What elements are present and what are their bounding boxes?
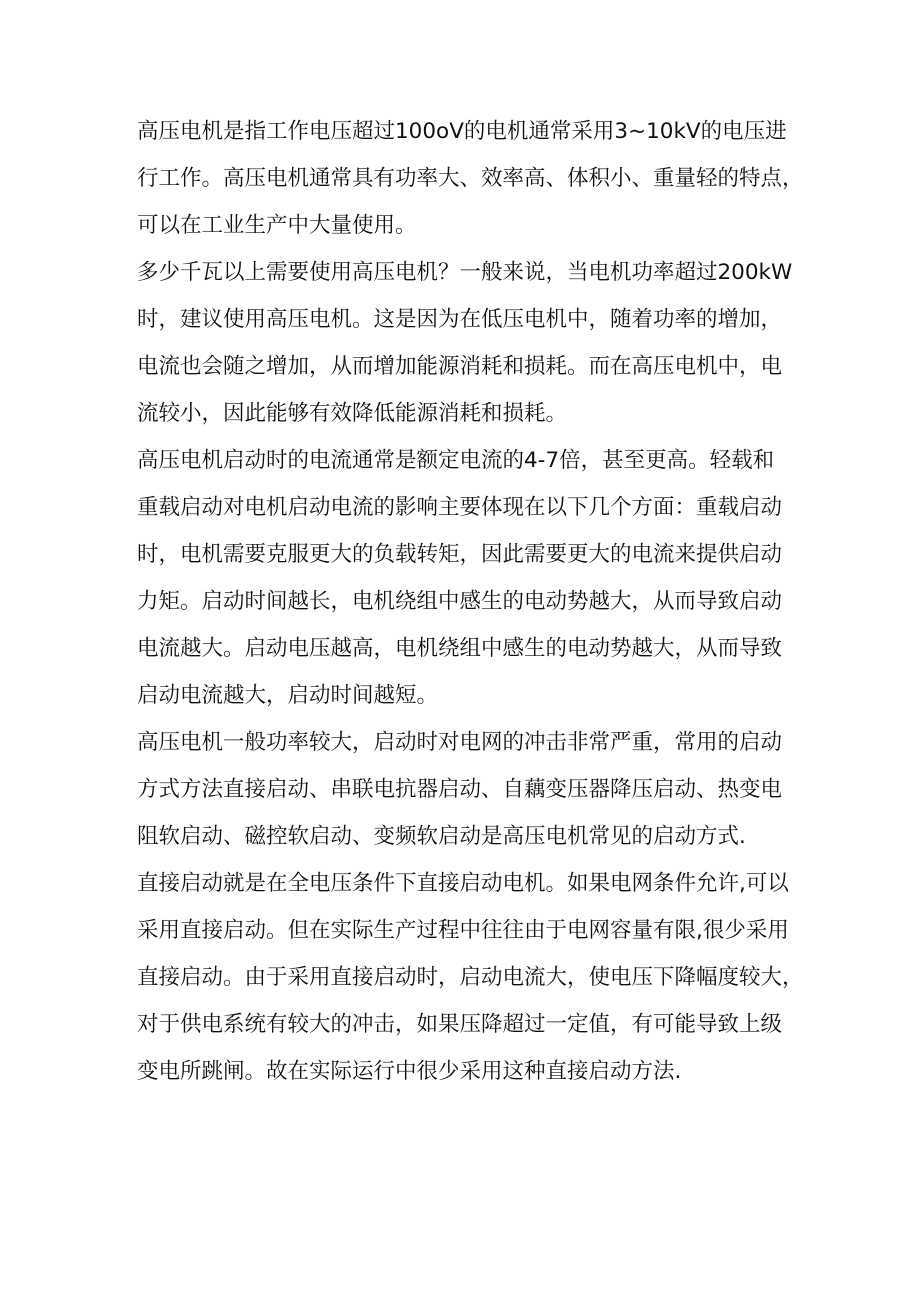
text-line: 流较小，因此能够有效降低能源消耗和损耗。 — [137, 401, 568, 426]
text-line: 时，电机需要克服更大的负载转矩，因此需要更大的电流来提供启动 — [137, 542, 783, 567]
paragraph-starting-current — [137, 437, 787, 719]
paragraph-direct-start — [137, 860, 804, 1095]
document-body — [137, 108, 804, 1095]
text-line: 直接启动。由于采用直接启动时，启动电流大，使电压下降幅度较大， — [137, 965, 804, 990]
text-line: 行工作。高压电机通常具有功率大、效率高、体积小、重量轻的特点， — [137, 166, 804, 191]
text-line: 直接启动就是在全电压条件下直接启动电机。如果电网条件允许,可以 — [137, 871, 789, 896]
paragraph-power-threshold — [137, 249, 793, 437]
text-line: 高压电机启动时的电流通常是额定电流的4-7倍，甚至更高。轻载和 — [137, 448, 775, 473]
text-line: 高压电机一般功率较大，启动时对电网的冲击非常严重，常用的启动 — [137, 730, 783, 755]
text-line: 采用直接启动。但在实际生产过程中往往由于电网容量有限,很少采用 — [137, 918, 789, 943]
text-line: 方式方法直接启动、串联电抗器启动、自藕变压器降压启动、热变电 — [137, 777, 783, 802]
text-line: 电流也会随之增加，从而增加能源消耗和损耗。而在高压电机中，电 — [137, 354, 783, 379]
text-line: 多少千瓦以上需要使用高压电机？一般来说，当电机功率超过200kW — [137, 260, 793, 285]
text-line: 对于供电系统有较大的冲击，如果压降超过一定值，有可能导致上级 — [137, 1012, 783, 1037]
text-line: 启动电流越大，启动时间越短。 — [137, 683, 439, 708]
text-line: 重载启动对电机启动电流的影响主要体现在以下几个方面：重载启动 — [137, 495, 783, 520]
text-line: 时，建议使用高压电机。这是因为在低压电机中，随着功率的增加， — [137, 307, 783, 332]
paragraph-definition — [137, 108, 804, 249]
text-line: 可以在工业生产中大量使用。 — [137, 213, 417, 238]
text-line: 力矩。启动时间越长，电机绕组中感生的电动势越大，从而导致启动 — [137, 589, 783, 614]
text-line: 阻软启动、磁控软启动、变频软启动是高压电机常见的启动方式. — [137, 824, 746, 849]
text-line: 变电所跳闸。故在实际运行中很少采用这种直接启动方法. — [137, 1059, 682, 1084]
text-line: 电流越大。启动电压越高，电机绕组中感生的电动势越大，从而导致 — [137, 636, 783, 661]
paragraph-starting-methods — [137, 719, 787, 860]
text-line: 高压电机是指工作电压超过100oV的电机通常采用3~10kV的电压进 — [137, 119, 787, 144]
